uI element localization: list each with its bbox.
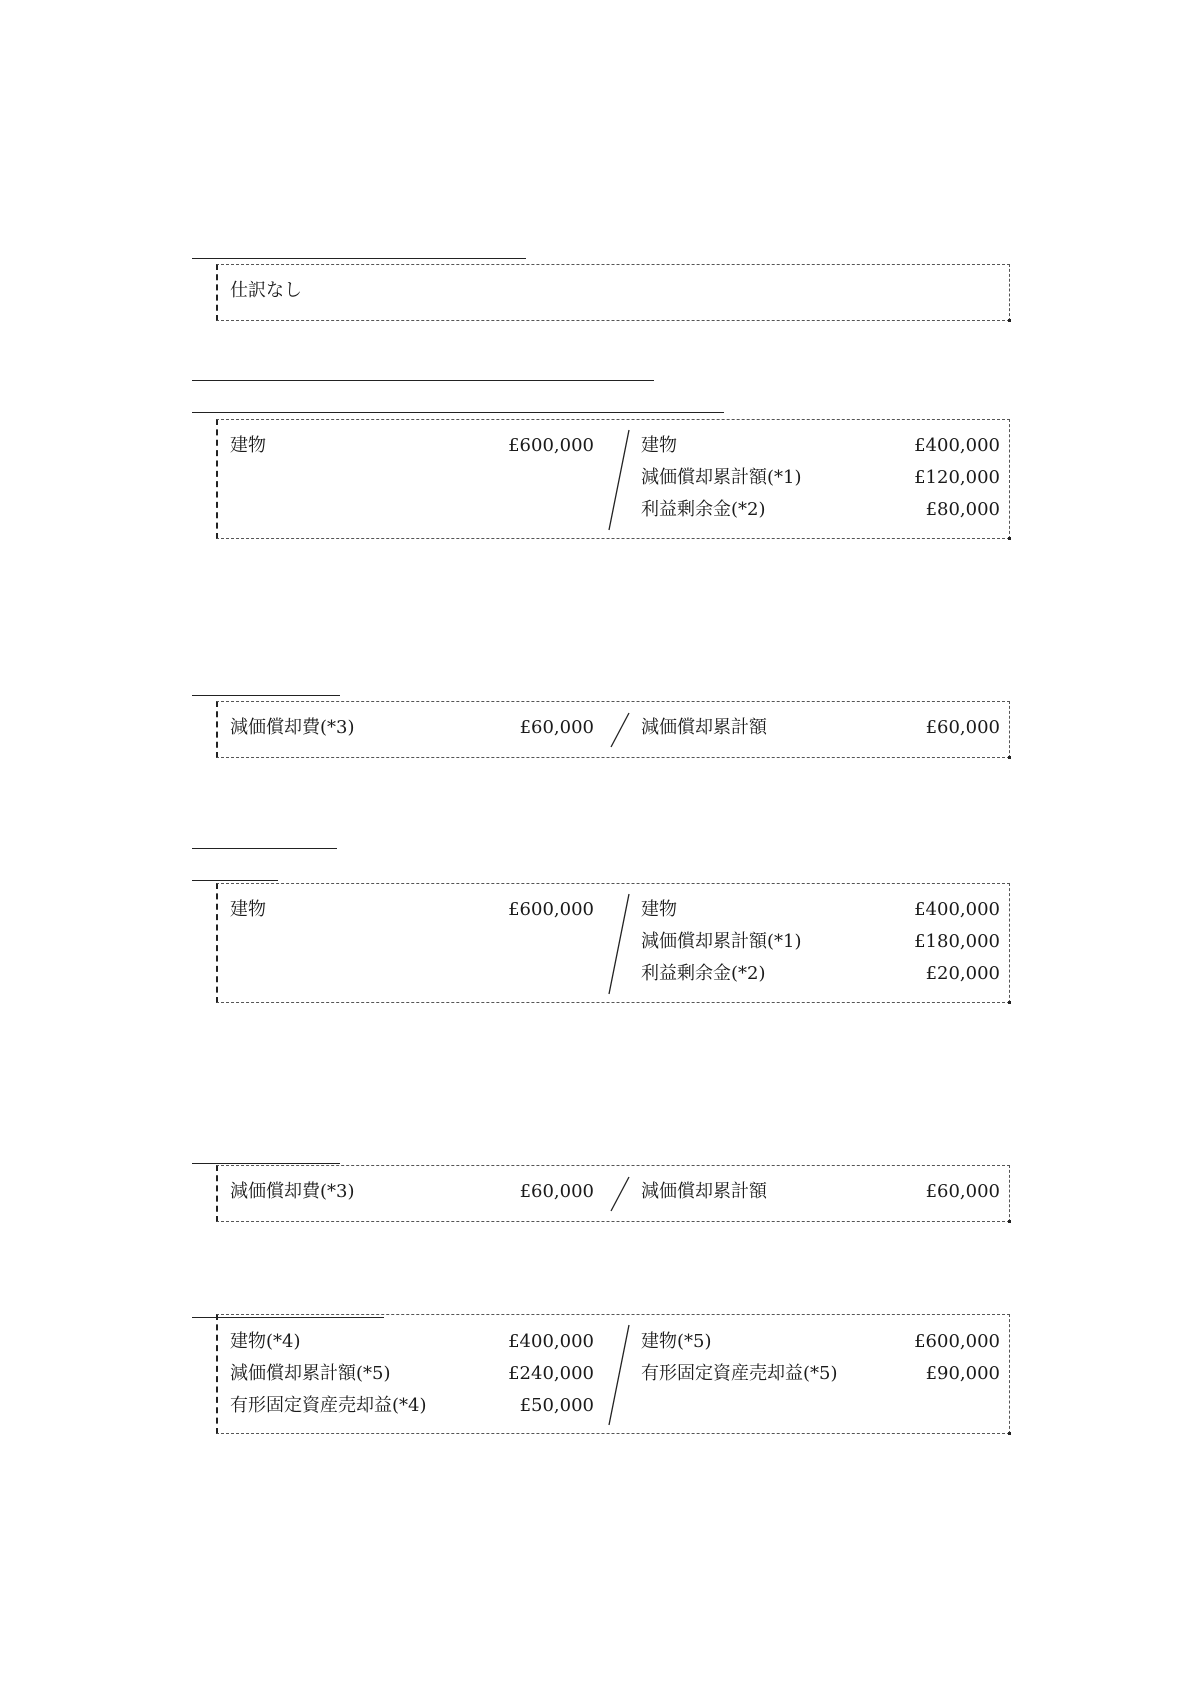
credit-account: 有形固定資産売却益(*5) — [641, 1363, 838, 1384]
journal-entry-box — [216, 419, 1010, 539]
debit-account: 有形固定資産売却益(*4) — [230, 1395, 427, 1416]
debit-amount: £400,000 — [508, 1331, 594, 1352]
credit-amount: £60,000 — [925, 1181, 1000, 1202]
no-entry-note: 仕訳なし — [230, 280, 302, 301]
divider-slash — [607, 429, 637, 533]
journal-entry-box — [216, 701, 1010, 758]
heading-underline — [192, 880, 278, 881]
divider-slash — [607, 1324, 637, 1428]
box-corner — [1008, 537, 1011, 540]
debit-amount: £50,000 — [519, 1395, 594, 1416]
credit-amount: £20,000 — [925, 963, 1000, 984]
credit-account: 減価償却累計額(*1) — [641, 467, 802, 488]
divider-slash — [607, 711, 637, 751]
journal-entry-box — [216, 1165, 1010, 1222]
debit-account: 建物 — [230, 435, 266, 456]
credit-amount: £60,000 — [925, 717, 1000, 738]
credit-amount: £80,000 — [925, 499, 1000, 520]
divider-slash — [607, 893, 637, 997]
box-corner — [1008, 756, 1011, 759]
box-corner — [1008, 1432, 1011, 1435]
box-corner — [1008, 1220, 1011, 1223]
credit-amount: £90,000 — [925, 1363, 1000, 1384]
journal-entry-box — [216, 1314, 1010, 1434]
debit-account: 減価償却費(*3) — [230, 717, 355, 738]
heading-underline — [192, 412, 724, 413]
credit-amount: £120,000 — [914, 467, 1000, 488]
credit-account: 利益剰余金(*2) — [641, 499, 766, 520]
heading-underline — [192, 695, 340, 696]
credit-account: 減価償却累計額 — [641, 717, 767, 738]
heading-underline — [192, 1163, 340, 1164]
debit-amount: £600,000 — [508, 435, 594, 456]
credit-amount: £600,000 — [914, 1331, 1000, 1352]
debit-account: 建物(*4) — [230, 1331, 301, 1352]
debit-amount: £240,000 — [508, 1363, 594, 1384]
credit-account: 建物 — [641, 435, 677, 456]
credit-account: 建物 — [641, 899, 677, 920]
debit-amount: £60,000 — [519, 717, 594, 738]
debit-amount: £60,000 — [519, 1181, 594, 1202]
debit-amount: £600,000 — [508, 899, 594, 920]
box-corner — [1008, 319, 1011, 322]
heading-underline — [192, 258, 526, 259]
credit-amount: £400,000 — [914, 899, 1000, 920]
divider-slash — [607, 1175, 637, 1215]
credit-amount: £180,000 — [914, 931, 1000, 952]
debit-account: 減価償却累計額(*5) — [230, 1363, 391, 1384]
debit-account: 建物 — [230, 899, 266, 920]
box-corner — [1008, 1001, 1011, 1004]
credit-amount: £400,000 — [914, 435, 1000, 456]
credit-account: 利益剰余金(*2) — [641, 963, 766, 984]
journal-entry-box — [216, 883, 1010, 1003]
journal-entry-box — [216, 264, 1010, 321]
credit-account: 建物(*5) — [641, 1331, 712, 1352]
heading-underline — [192, 848, 337, 849]
debit-account: 減価償却費(*3) — [230, 1181, 355, 1202]
credit-account: 減価償却累計額(*1) — [641, 931, 802, 952]
heading-underline — [192, 380, 654, 381]
credit-account: 減価償却累計額 — [641, 1181, 767, 1202]
